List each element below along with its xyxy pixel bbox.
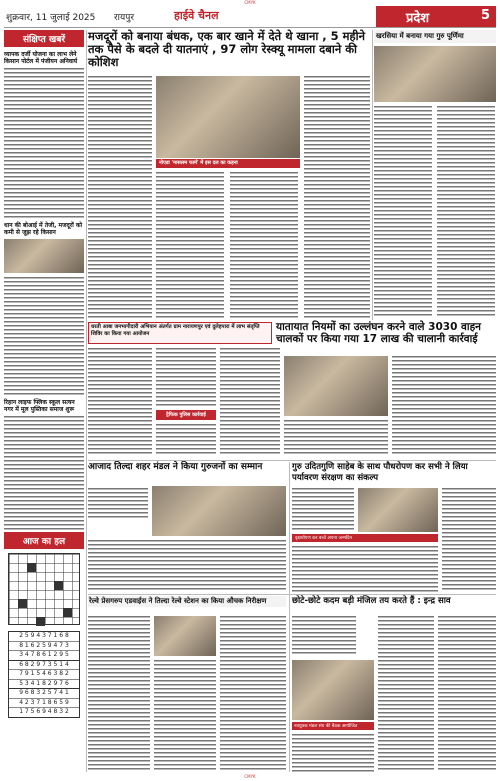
mid-text-2: [156, 348, 216, 408]
rail-photo: [154, 616, 216, 656]
rail-text-a: [88, 616, 150, 772]
mid-text-5: [284, 420, 388, 456]
guru-text-a: [292, 488, 354, 532]
mid-photo: [284, 356, 388, 416]
sudoku-grid: [8, 631, 80, 718]
masthead-logo: हाईवे चैनल: [174, 9, 219, 22]
sudoku-row: 1 7 5 6 9 4 8 3 2: [19, 708, 69, 715]
brief-headline-2: धान की बोआई में तेजी, मजदूरों को कमी से जूझ रहे किसान: [4, 222, 83, 236]
brief-column: [4, 30, 84, 530]
lead-story: [88, 30, 370, 320]
sao-photo: [292, 660, 374, 720]
lead-photo-caption: नोएडा 'मासलम फार्म' में इस दल का कहना: [156, 159, 300, 168]
masthead-city: रायपुर: [114, 13, 135, 23]
lead-text-col4: [304, 76, 370, 318]
sao-text-b: [292, 734, 374, 772]
puzzle-box: [4, 532, 84, 772]
brief-headline-1: व्यापक दर्जी योजना का लाभ लेने किसान पोर्टल में पंजीयन अनिवार्य: [4, 51, 78, 65]
brief-header: संक्षिप्त खबरें: [4, 30, 84, 47]
mid-text-3: [156, 424, 216, 456]
lead-headline: मजदूरों को बनाया बंधक, एक बार खाने में देते थे खाना , 5 महीने तक पैसे के बदले दी यातनाएं , 97 लोग रेस्क्यू मामला दबाने की कोशिश: [88, 29, 366, 69]
tilda-text-a: [88, 488, 148, 518]
brief-photo: [4, 239, 84, 273]
brief-text-1: [4, 68, 84, 218]
brief-text-2: [4, 277, 84, 395]
mid-text-6: [392, 356, 496, 456]
lead-text-col3: [230, 172, 298, 318]
right-text-a: [374, 106, 432, 318]
guru-caption: वृक्षारोपण कर बच्चे अपना जन्मदिन: [292, 534, 438, 542]
divider: [289, 462, 290, 772]
masthead-date: शुक्रवार, 11 जुलाई 2025: [6, 13, 96, 23]
sudoku-row: 3 4 7 8 6 1 2 9 5: [9, 651, 79, 661]
sao-headline: छोटे-छोटे कदम बड़ी मंजिल तय करते हैं : इन्द्र साव: [292, 596, 451, 606]
cmyk-top: CMYK: [244, 0, 256, 5]
rail-headline: रेल्वे प्रेसगरुप एडवाईस ने तिल्दा रेल्वे स्टेशन का किया औचक निरीक्षण: [88, 596, 286, 607]
divider: [88, 460, 496, 461]
right-photo: [374, 46, 496, 102]
sudoku-row: 4 2 3 7 1 8 6 5 9: [9, 699, 79, 709]
section-banner: [376, 6, 496, 27]
right-headline: खरसिया में बनाया गया गुरु पूर्णिमा: [374, 30, 496, 43]
sudoku-row: 8 1 6 2 5 9 4 7 3: [9, 642, 79, 652]
guru-photo: [358, 488, 438, 532]
sudoku-row: 5 3 4 1 8 2 9 7 6: [9, 680, 79, 690]
puzzle-title: आज का हल: [4, 532, 84, 549]
divider: [372, 30, 373, 320]
sao-text-c: [378, 616, 434, 772]
sudoku-row: 2 5 9 4 3 7 1 6 8: [9, 632, 79, 642]
rail-text-c: [220, 616, 286, 772]
tilda-text-b: [88, 540, 286, 592]
sao-caption: नवयुवक मंडल संघ की बैठक आयोजित: [292, 722, 374, 730]
banner-kicker-box: [88, 322, 272, 344]
traffic-badge: ट्रैफिक पुलिस कार्रवाई: [156, 410, 216, 420]
sudoku-row: 9 6 8 3 2 5 7 4 1: [9, 689, 79, 699]
lead-text-col2: [156, 172, 224, 318]
page-number: 5: [480, 8, 490, 23]
guru-text-c: [292, 546, 438, 592]
sudoku-row: 6 8 2 9 7 3 5 1 4: [9, 661, 79, 671]
lead-photo: [156, 76, 300, 158]
right-story: [374, 30, 496, 320]
tilda-headline: आजाद तिल्दा शहर मंडल ने किया गुरुजनों का सम्मान: [88, 462, 263, 472]
mid-text-4: [220, 348, 280, 456]
masthead: [4, 6, 496, 28]
cmyk-bottom: CMYK: [244, 774, 256, 779]
banner-headline: यातायात नियमों का उल्लंघन करने वाले 3030 वाहन चालकों पर किया गया 17 लाख की चालानी कार्रवाई: [276, 321, 482, 345]
guru-headline: गुरु उदितगुणि साहेब के साथ पौधरोपण कर सभी ने लिया पर्यावरण संरक्षण का संकल्प: [292, 462, 468, 483]
sudoku-row: 7 9 1 5 4 6 3 8 2: [9, 670, 79, 680]
divider: [86, 30, 87, 772]
right-text-b: [437, 106, 495, 318]
mid-block: [88, 348, 496, 458]
sao-text-d: [438, 616, 496, 772]
crossword-grid: [8, 553, 80, 625]
brief-text-3: [4, 416, 84, 536]
rail-text-b: [154, 660, 216, 772]
banner-kicker: धरती आबा जनभागीदारी अभियान अंतर्गत ग्राम नारायणपुर एवं दुलेहपारा में लाभ संतृप्ति शिविर का किया गया आयोजन: [91, 324, 260, 337]
section-title: प्रदेश: [406, 11, 430, 26]
tilda-photo: [152, 486, 286, 536]
guru-text-b: [442, 488, 496, 592]
sao-text-a: [292, 616, 356, 656]
brief-headline-3: रिहान लाइफ फ्लिक स्कूल सत्यन नगर में मूल पुस्तिका समाज शुरू: [4, 399, 75, 413]
mid-text-1: [88, 348, 152, 456]
lead-text-col1: [88, 76, 152, 318]
divider: [88, 594, 496, 595]
